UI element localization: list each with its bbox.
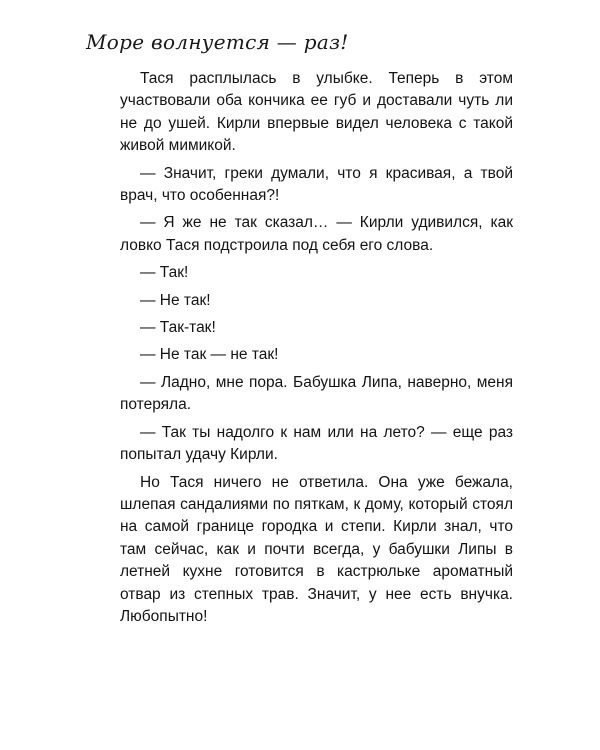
dialogue-line: — Я же не так сказал… — Кирли удивился, как ловко Тася подстроила под себя его слова. [120,214,513,254]
paragraph: Но Тася ничего не ответила. Она уже бежала, шлепая сандалиями по пяткам, к дому, который стоял на самой границе городка и степи. Кирли знал, что там сейчас, как и почти всегда, у бабушки Липы в летней кухне готовится в кастрюльке ароматный отвар из степных трав. Значит, у нее есть внучка. Любопытно! [120,473,513,625]
dialogue-line: — Ладно, мне пора. Бабушка Липа, наверно, меня потеряла. [120,373,513,414]
running-head: Море волнуется — раз! [86,30,349,54]
dialogue-line: — Так! [140,264,189,282]
dialogue-line: — Не так! [140,291,211,309]
dialogue-line: — Не так — не так! [140,346,279,364]
dialogue-line: — Значит, греки думали, что я красивая, а твой врач, что особенная?! [120,164,513,205]
paragraph: Тася расплылась в улыбке. Теперь в этом участвовали оба кончика ее губ и доставали чуть ли не до ушей. Кирли впервые видел человека с такой живой мимикой. [120,70,513,155]
body-text [120,68,513,633]
dialogue-line: — Так-так! [140,319,216,337]
dialogue-line: — Так ты надолго к нам или на лето? — еще раз попытал удачу Кирли. [120,423,513,464]
